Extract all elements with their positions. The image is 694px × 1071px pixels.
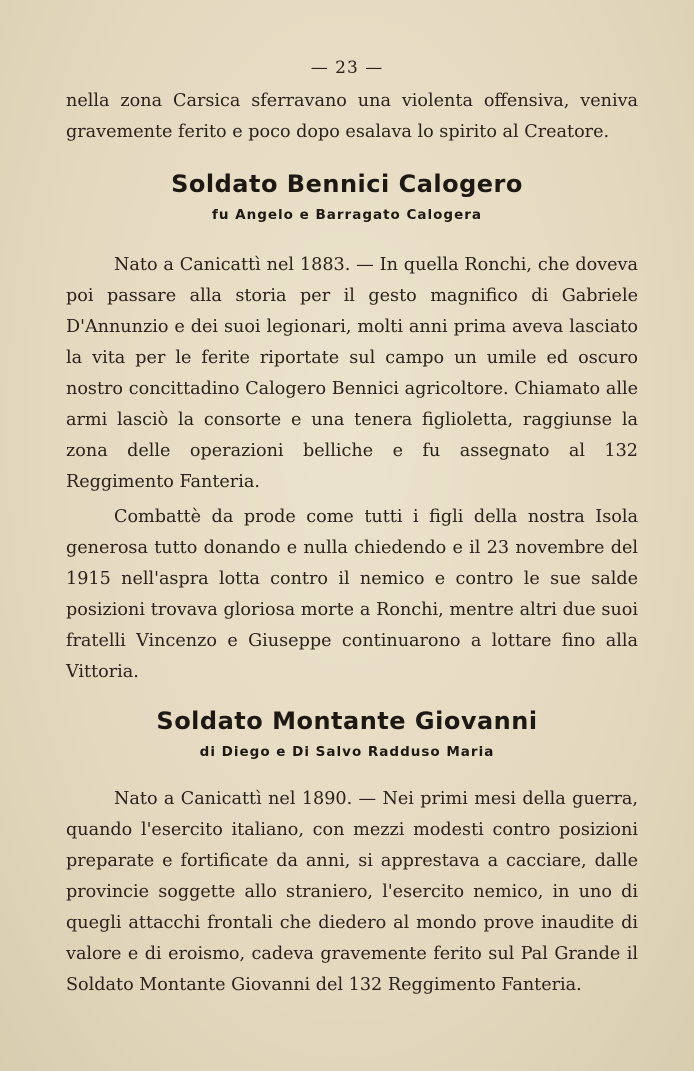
- section-subtitle-montante: di Diego e Di Salvo Radduso Maria: [199, 744, 495, 760]
- section-subtitle-bennici: fu Angelo e Barragato Calogera: [211, 207, 483, 223]
- paragraph-bennici-2: Combattè da prode come tutti i figli della nostra Isola generosa tutto donando e nulla chiedendo e il 23 novembre del 1915 nell'aspra lotta contro il nemico e contro le sue salde posizioni trovava gloriosa morte a Ronchi, mentre altri due suoi fratelli Vincenzo e Giuseppe continuarono a lottare fino alla Vittoria.: [66, 507, 638, 682]
- page-number: — 23 —: [310, 58, 384, 78]
- section-title-montante: Soldato Montante Giovanni: [156, 707, 538, 735]
- paragraph-bennici-1: Nato a Canicattì nel 1883. — In quella Ronchi, che doveva poi passare alla storia per il gesto magnifico di Gabriele D'Annunzio e dei suoi legionari, molti anni prima aveva lasciato la vita per le ferite riportate sul campo un umile ed oscuro nostro concittadino Calogero Bennici agricoltore. Chiamato alle armi lasciò la consorte e una tenera figlioletta, raggiunse la zona delle operazioni belliche e fu assegnato al 132 Reggimento Fanteria.: [66, 255, 638, 492]
- intro-paragraph: nella zona Carsica sferravano una violenta offensiva, veniva gravemente ferito e poco dopo esalava lo spirito al Creatore.: [66, 91, 638, 142]
- section-title-bennici: Soldato Bennici Calogero: [171, 170, 523, 198]
- paragraph-montante-1: Nato a Canicattì nel 1890. — Nei primi mesi della guerra, quando l'esercito italiano, con mezzi modesti contro posizioni preparate e fortificate da anni, si apprestava a cacciare, dalle provincie soggette allo straniero, l'esercito nemico, in uno di quegli attacchi frontali che diedero al mondo prove inaudite di valore e di eroismo, cadeva gravemente ferito sul Pal Grande il Soldato Montante Giovanni del 132 Reggimento Fanteria.: [66, 789, 638, 995]
